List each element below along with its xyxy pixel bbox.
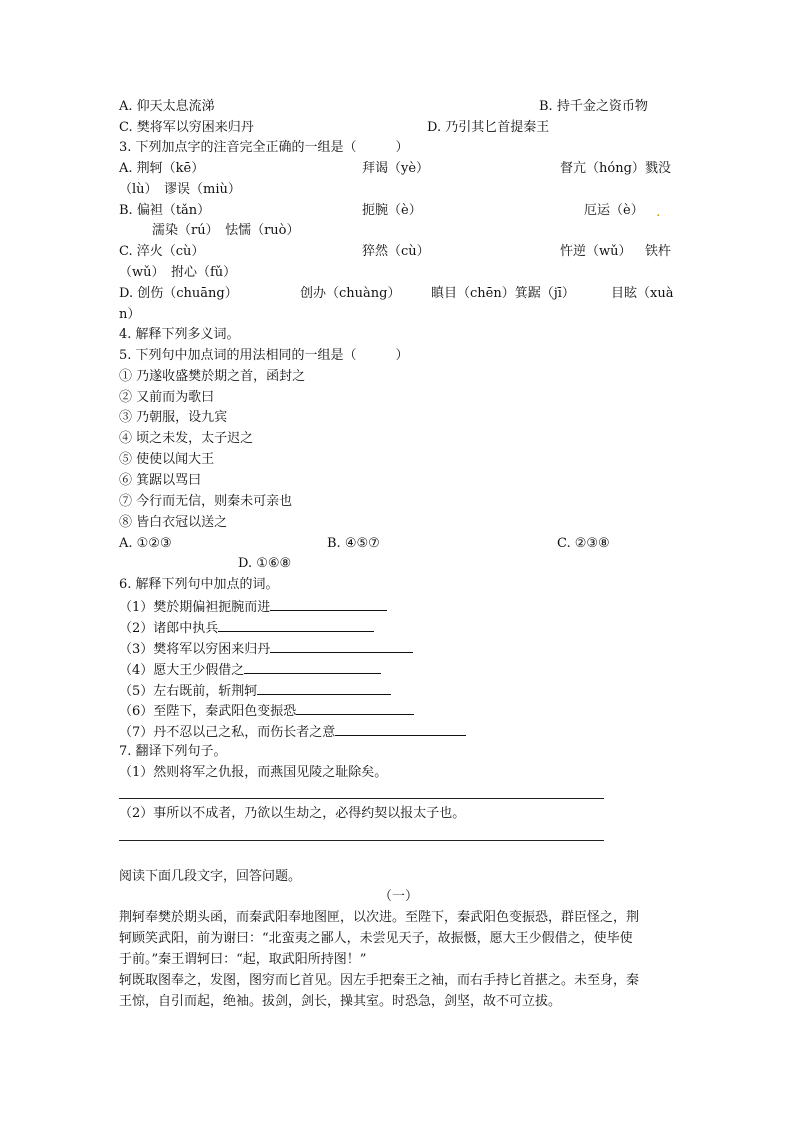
q6-item — [119, 598, 387, 616]
q5-item: ⑦ 今行而无信，则秦未可亲也 — [119, 494, 293, 509]
q7-stem: 7. 翻译下列句子。 — [119, 744, 227, 759]
q5-item: ③ 乃朝服，设九宾 — [119, 410, 228, 425]
reading-section-title: （一） — [379, 889, 419, 904]
answer-blank[interactable] — [270, 640, 413, 653]
q7-sentence-1: （1）然则将军之仇报，而燕国见陵之耻除矣。 — [119, 765, 388, 780]
answer-line[interactable] — [119, 840, 604, 841]
q7-sentence-2: （2）事所以不成者，乃欲以生劫之，必得约契以报太子也。 — [119, 806, 466, 821]
q5-stem: 5. 下列句中加点词的用法相同的一组是（ ） — [119, 348, 409, 363]
reading-intro: 阅读下面几段文字，回答问题。 — [119, 869, 302, 884]
q3-option-b-3: 厄运（è） — [584, 203, 644, 218]
q6-item-text: （3）樊将军以穷困来归丹 — [119, 642, 271, 657]
q2-option-b: B. 持千金之资币物 — [539, 99, 648, 114]
q2-option-a: A. 仰天太息流涕 — [119, 99, 215, 114]
q5-item: ⑤ 使使以闻大王 — [119, 452, 215, 467]
answer-blank[interactable] — [218, 619, 374, 632]
q3-option-a-5: （lù） 谬误（miù） — [119, 182, 241, 197]
q3-option-d-4: 目眩（xuà — [611, 286, 674, 301]
answer-blank[interactable] — [296, 702, 414, 715]
q5-option-c: C. ②③⑧ — [557, 536, 610, 551]
q3-option-d-3: 瞋目（chēn）箕踞（jī） — [431, 286, 575, 301]
q6-item — [119, 723, 466, 741]
q3-option-d-5: n） — [119, 307, 141, 322]
q3-option-b-1: B. 偏袒（tǎn） — [119, 203, 211, 218]
q5-option-d: D. ①⑥⑧ — [238, 556, 292, 571]
q5-item: ④ 顷之未发，太子迟之 — [119, 431, 254, 446]
q3-option-b-2: 扼腕（è） — [362, 203, 422, 218]
q3-option-a-2: 拜谒（yè） — [362, 161, 430, 176]
q6-item — [119, 640, 413, 658]
q6-item — [119, 661, 381, 679]
q3-option-c-3: 忤逆（wǔ） — [560, 244, 632, 259]
stray-dot-mark: . — [656, 204, 661, 220]
narration: 于前。”秦王谓轲曰： — [119, 952, 237, 967]
q6-item — [119, 702, 414, 720]
narration: 轲顾笑武阳，前为谢曰： — [119, 931, 263, 946]
q3-option-d-2: 创办（chuàng） — [300, 286, 401, 301]
q2-option-c: C. 樊将军以穷困来归丹 — [119, 120, 254, 135]
answer-line[interactable] — [119, 798, 604, 799]
answer-blank[interactable] — [244, 661, 381, 674]
q6-item-text: （2）诸郎中执兵 — [119, 621, 219, 636]
q5-option-b: B. ④⑤⑦ — [327, 536, 380, 551]
q3-option-c-1: C. 淬火（cù） — [119, 244, 205, 259]
q6-item-text: （1）樊於期偏袒扼腕而进 — [119, 600, 271, 615]
answer-blank[interactable] — [335, 723, 466, 736]
q5-item: ⑧ 皆白衣冠以送之 — [119, 515, 228, 530]
q5-item: ② 又前而为歌曰 — [119, 390, 215, 405]
quoted-speech: “起，取武阳所持图！” — [236, 952, 367, 967]
q3-option-c-2: 猝然（cù） — [362, 244, 430, 259]
q6-stem: 6. 解释下列句中加点的词。 — [119, 577, 279, 592]
q6-item — [119, 619, 374, 637]
q5-item: ⑥ 箕踞以骂曰 — [119, 473, 202, 488]
q3-option-a-3: 督亢（hóng） — [560, 161, 645, 176]
q3-option-b-4: 濡染（rú） 怯懦（ruò） — [152, 223, 300, 238]
q3-stem: 3. 下列加点字的注音完全正确的一组是（ ） — [119, 140, 409, 155]
q4-stem: 4. 解释下列多义词。 — [119, 327, 240, 342]
answer-blank[interactable] — [270, 598, 387, 611]
q3-option-d-1: D. 创伤（chuāng） — [119, 286, 238, 301]
q2-option-d: D. 乃引其匕首提秦王 — [427, 120, 550, 135]
quoted-speech: “北蛮夷之鄙人，未尝见天子，故振慑，愿大王少假借之，使毕使 — [262, 931, 633, 946]
q3-option-c-4: 铁杵 — [645, 244, 672, 259]
reading-paragraph-1-line-3 — [119, 952, 366, 968]
q5-item: ① 乃遂收盛樊於期之首，函封之 — [119, 369, 306, 384]
q6-item-text: （5）左右既前，斩荆轲 — [119, 684, 258, 699]
reading-paragraph-1-line-2 — [119, 931, 633, 947]
answer-blank[interactable] — [257, 682, 391, 695]
q3-option-c-5: （wǔ） 拊心（fǔ） — [119, 265, 237, 280]
q6-item-text: （7）丹不忍以己之私，而伤长者之意 — [119, 725, 336, 740]
reading-paragraph-1-line-1: 荆轲奉樊於期头函，而秦武阳奉地图匣，以次进。至陛下，秦武阳色变振恐，群臣怪之，荆 — [119, 910, 640, 925]
q5-option-a: A. ①②③ — [119, 536, 172, 551]
q6-item-text: （4）愿大王少假借之 — [119, 663, 245, 678]
reading-paragraph-2-line-1: 轲既取图奉之，发图，图穷而匕首见。因左手把秦王之袖，而右手持匕首揕之。未至身，秦 — [119, 973, 640, 988]
q3-option-a-4: 戮没 — [645, 161, 672, 176]
q6-item — [119, 682, 391, 700]
q6-item-text: （6）至陛下，秦武阳色变振恐 — [119, 704, 297, 719]
reading-paragraph-2-line-2: 王惊，自引而起，绝袖。拔剑，剑长，操其室。时恐急，剑坚，故不可立拔。 — [119, 994, 562, 1009]
q3-option-a-1: A. 荆轲（kē） — [119, 161, 205, 176]
